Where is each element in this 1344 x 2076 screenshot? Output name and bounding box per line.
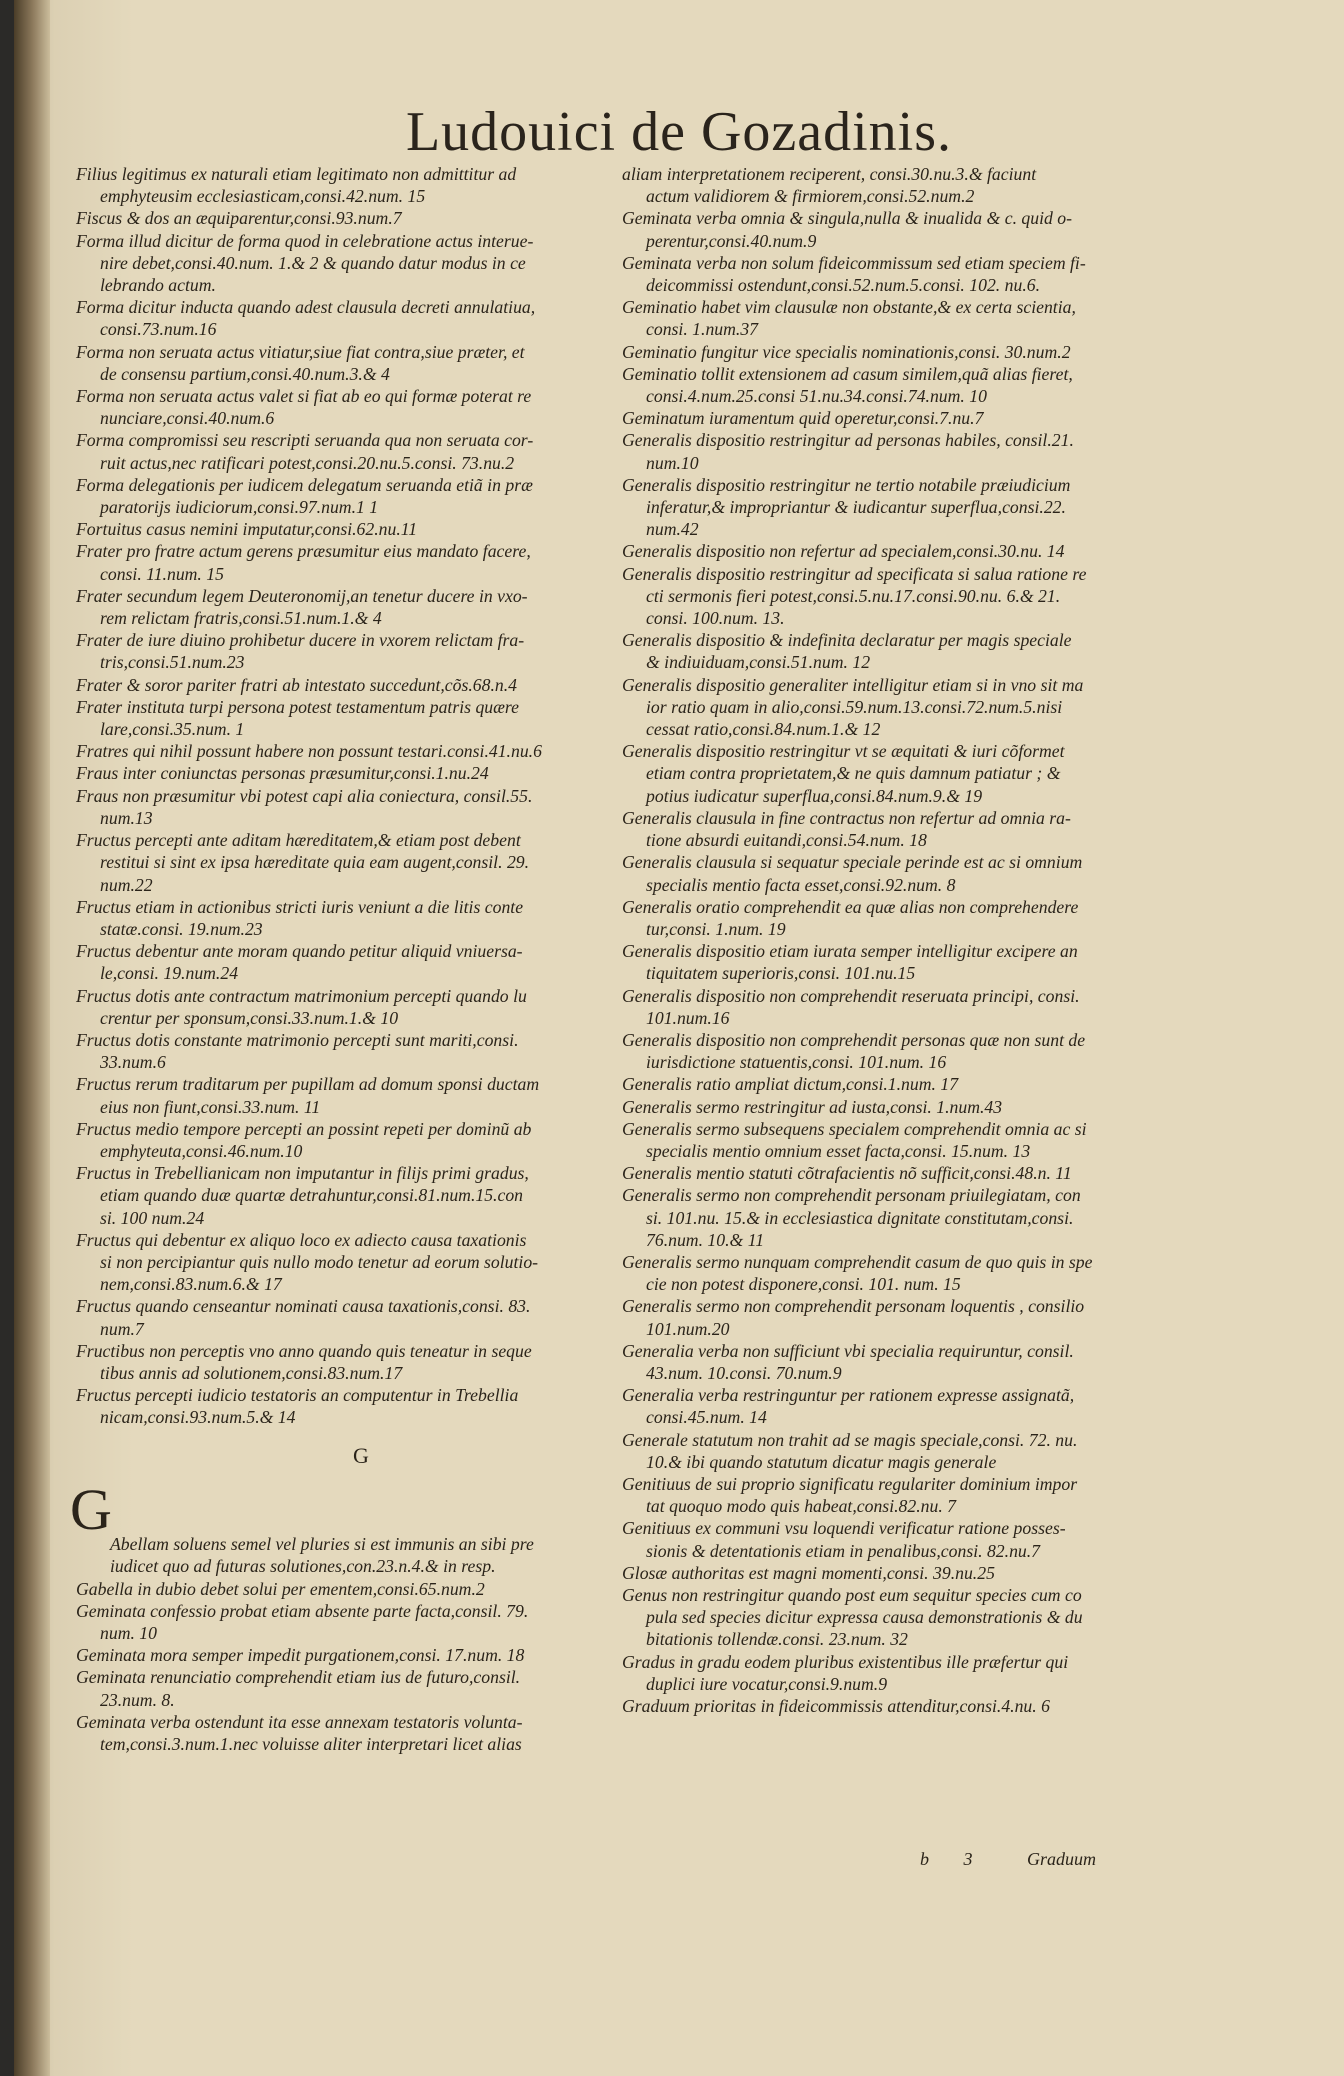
- left-column: [70, 163, 646, 1755]
- index-entry: Forma illud dicitur de forma quod in celebratione actus interue- nire debet,consi.40.num. 1.& 2 & quando datur modus in ce lebrando actum.: [76, 230, 534, 296]
- index-entry: Geminatum iuramentum quid operetur,consi.7.nu.7: [622, 408, 984, 429]
- index-entry: Generalis dispositio non comprehendit reseruata principi, consi. 101.num.16: [622, 985, 1080, 1028]
- index-entry: Fructus quando censeantur nominati causa taxationis,consi. 83. num.7: [76, 1296, 531, 1339]
- index-entry: Geminata confessio probat etiam absente parte facta,consil. 79. num. 10: [76, 1600, 529, 1643]
- left-entries-bottom: [76, 1578, 646, 1756]
- index-entry: Generalis clausula in fine contractus non refertur ad omnia ra- tione absurdi euitandi,consi.54.num. 18: [622, 807, 1071, 851]
- index-entry: Geminata mora semper impedit purgationem,consi. 17.num. 18: [76, 1645, 525, 1666]
- index-entry: Fructibus non perceptis vno anno quando quis teneatur in seque tibus annis ad solutionem,consi.83.num.17: [76, 1340, 532, 1383]
- index-entry: Generalia verba non sufficiunt vbi specialia requiruntur, consil. 43.num. 10.consi. 70.num.9: [622, 1340, 1074, 1383]
- index-entry: Geminata renunciatio comprehendit etiam ius de futuro,consil. 23.num. 8.: [76, 1667, 521, 1710]
- index-entry: Geminatio tollit extensionem ad casum similem,quã alias fieret, consi.4.num.25.consi 51.nu.34.consi.74.num. 10: [622, 363, 1073, 407]
- index-entry: Fructus qui debentur ex aliquo loco ex adiecto causa taxationis si non percipiantur quis nullo modo tenetur ad eorum solutio- nem,consi.83.num.6.& 17: [76, 1229, 539, 1295]
- book-spine: [14, 0, 50, 2076]
- index-entry: Generalis dispositio generaliter intelligitur etiam si in vno sit ma ior ratio quam in alio,consi.59.num.13.consi.72.num.5.nisi cessat ratio,consi.84.num.1.& 12: [622, 674, 1084, 740]
- dropcap-letter: G: [70, 1476, 112, 1542]
- index-entry: Generalis sermo non comprehendit personam loquentis , consilio 101.num.20: [622, 1296, 1085, 1339]
- index-entry: Genitiuus de sui proprio significatu regulariter dominium impor tat quoquo modo quis habeat,consi.82.nu. 7: [622, 1473, 1078, 1517]
- index-entry: Generalis dispositio non comprehendit personas quæ non sunt de iurisdictione statuentis,consi. 101.num. 16: [622, 1029, 1086, 1073]
- index-entry: Geminata verba non solum fideicommissum sed etiam speciem fi- deicommissi ostendunt,consi.52.num.5.consi. 102. nu.6.: [622, 252, 1086, 296]
- index-entry: Frater instituta turpi persona potest testamentum patris quære lare,consi.35.num. 1: [76, 696, 520, 740]
- index-entry: Generalis mentio statuti cõtrafacientis nõ sufficit,consi.48.n. 11: [622, 1163, 1072, 1184]
- index-entry: Generalis dispositio restringitur ad specificata si salua ratione re cti sermonis fieri potest,consi.5.nu.17.consi.90.nu. 6.& 21. consi. 100.num. 13.: [622, 563, 1087, 629]
- index-entry: Generalis sermo restringitur ad iusta,consi. 1.num.43: [622, 1096, 1003, 1117]
- index-entry: Frater pro fratre actum gerens præsumitur eius mandato facere, consi. 11.num. 15: [76, 541, 531, 584]
- right-entries: [622, 163, 1192, 1717]
- index-entry: Fructus etiam in actionibus stricti iuris veniunt a die litis conte statæ.consi. 19.num.23: [76, 896, 524, 939]
- index-entry-dropcap: [70, 1476, 646, 1578]
- index-entry: Forma delegationis per iudicem delegatum seruanda etiã in præ paratorijs iudiciorum,consi.97.num.1 1: [76, 474, 533, 518]
- index-entry: Fiscus & dos an æquiparentur,consi.93.num.7: [76, 208, 402, 229]
- index-entry: Forma dicitur inducta quando adest clausula decreti annulatiua, consi.73.num.16: [76, 297, 536, 340]
- index-entry: Generalis clausula si sequatur speciale perinde est ac si omnium specialis mentio facta esset,consi.92.num. 8: [622, 852, 1083, 895]
- index-entry: Generalis dispositio restringitur vt se æquitati & iuri cõformet etiam contra proprietatem,& ne quis damnum patiatur ; & potius iudicatur superflua,consi.84.num.9.& 19: [622, 741, 1065, 806]
- catchword: Graduum: [1027, 1849, 1097, 1869]
- index-entry: Fructus percepti iudicio testatoris an computentur in Trebellia nicam,consi.93.num.5.& 14: [76, 1385, 519, 1428]
- index-entry: Gabella in dubio debet solui per ementem,consi.65.num.2: [76, 1578, 485, 1599]
- index-entry: Genus non restringitur quando post eum sequitur species cum co pula sed species dicitur expressa causa demonstrationis & du bitationis tollendæ.consi. 23.num. 32: [622, 1585, 1083, 1650]
- index-entry: Fructus dotis ante contractum matrimonium percepti quando lu crentur per sponsum,consi.33.num.1.& 10: [76, 985, 527, 1028]
- index-entry: Geminata verba ostendunt ita esse annexam testatoris volunta- tem,consi.3.num.1.nec voluisse aliter interpretari licet alias: [76, 1711, 523, 1755]
- index-entry: Geminata verba omnia & singula,nulla & inualida & c. quid o- perentur,consi.40.num.9: [622, 208, 1073, 251]
- index-entry: Filius legitimus ex naturali etiam legitimato non admittitur ad emphyteusim ecclesiasticam,consi.42.num. 15: [76, 164, 517, 207]
- index-entry: Forma non seruata actus valet si fiat ab eo qui formæ poterat re nunciare,consi.40.num.6: [76, 386, 532, 429]
- index-entry: Generalis sermo nunquam comprehendit casum de quo quis in spe cie non potest disponere,consi. 101. num. 15: [622, 1251, 1093, 1295]
- gathering-number: 3: [963, 1849, 973, 1869]
- index-entry: Fructus debentur ante moram quando petitur aliquid vniuersa- le,consi. 19.num.24: [76, 941, 523, 984]
- index-entry: Fructus dotis constante matrimonio percepti sunt mariti,consi. 33.num.6: [76, 1029, 519, 1073]
- left-entries-top: [76, 163, 646, 1429]
- index-entry: Frater & soror pariter fratri ab intestato succedunt,cõs.68.n.4: [76, 674, 518, 695]
- index-entry: Generalia verba restringuntur per rationem expresse assignatã, consi.45.num. 14: [622, 1385, 1075, 1428]
- index-entry: Fructus in Trebellianicam non imputantur in filijs primi gradus, etiam quando duæ quartæ detrahuntur,consi.81.num.15.con si. 100 num.24: [76, 1163, 529, 1228]
- index-entry: Glosæ authoritas est magni momenti,consi. 39.nu.25: [622, 1562, 995, 1583]
- running-header: Ludouici de Gozadinis.: [405, 101, 953, 163]
- index-entry: Graduum prioritas in fideicommissis attenditur,consi.4.nu. 6: [622, 1696, 1050, 1717]
- index-entry: Generale statutum non trahit ad se magis speciale,consi. 72. nu. 10.& ibi quando statutum dicatur magis generale: [622, 1429, 1078, 1472]
- index-entry: Generalis dispositio restringitur ad personas habiles, consil.21. num.10: [622, 430, 1074, 473]
- page-footer: [920, 1849, 1096, 1870]
- index-entry: Generalis dispositio restringitur ne tertio notabile præiudicium inferatur,& impropriantur & iudicantur superflua,consi.22. num.42: [622, 474, 1071, 540]
- dropcap-entry-text: Abellam soluens semel vel pluries si est immunis an sibi pre iudicet quo ad futuras solutiones,con.23.n.4.& in resp.: [110, 1534, 534, 1577]
- book-page: [14, 0, 1344, 2076]
- index-entry: Generalis ratio ampliat dictum,consi.1.num. 17: [622, 1074, 959, 1095]
- index-entry: Genitiuus ex communi vsu loquendi verificatur ratione posses- sionis & detentationis etiam in penalibus,consi. 82.nu.7: [622, 1518, 1066, 1561]
- index-entry: Fraus inter coniunctas personas præsumitur,consi.1.nu.24: [76, 763, 489, 784]
- index-entry: aliam interpretationem reciperent, consi.30.nu.3.& faciunt actum validiorem & firmiorem,consi.52.num.2: [622, 164, 1037, 207]
- index-entry: Generalis sermo non comprehendit personam priuilegiatam, con si. 101.nu. 15.& in ecclesiastica dignitate constitutam,consi. 76.num. 10.& 11: [622, 1185, 1081, 1250]
- index-entry: Generalis dispositio non refertur ad specialem,consi.30.nu. 14: [622, 541, 1065, 562]
- index-entry: Gradus in gradu eodem pluribus existentibus ille præfertur qui duplici iure vocatur,consi.9.num.9: [622, 1651, 1069, 1694]
- signature-mark: b: [920, 1849, 929, 1869]
- index-entry: Forma compromissi seu rescripti seruanda qua non seruata cor- ruit actus,nec ratificari potest,consi.20.nu.5.consi. 73.nu.2: [76, 430, 534, 473]
- index-entry: Fortuitus casus nemini imputatur,consi.62.nu.11: [76, 519, 418, 540]
- right-column: [622, 163, 1192, 1717]
- index-entry: Forma non seruata actus vitiatur,siue fiat contra,siue præter, et de consensu partium,consi.40.num.3.& 4: [76, 341, 525, 384]
- index-entry: Fructus rerum traditarum per pupillam ad domum sponsi ductam eius non fiunt,consi.33.num. 11: [76, 1074, 540, 1117]
- index-entry: Frater de iure diuino prohibetur ducere in vxorem relictam fra- tris,consi.51.num.23: [76, 630, 525, 673]
- index-entry: Fratres qui nihil possunt habere non possunt testari.consi.41.nu.6: [76, 741, 542, 762]
- index-entry: Fructus medio tempore percepti an possint repeti per dominũ ab emphyteuta,consi.46.num.10: [76, 1118, 532, 1161]
- index-entry: Frater secundum legem Deuteronomij,an tenetur ducere in vxo- rem relictam fratris,consi.51.num.1.& 4: [76, 585, 528, 629]
- section-letter: G: [353, 1442, 369, 1468]
- index-entry: Geminatio habet vim clausulæ non obstante,& ex certa scientia, consi. 1.num.37: [622, 297, 1076, 340]
- index-entry: Fraus non præsumitur vbi potest capi alia coniectura, consil.55. num.13: [76, 785, 533, 828]
- index-entry: Fructus percepti ante aditam hæreditatem,& etiam post debent restitui si sint ex ipsa hæreditate quia eam augent,consil. 29. num.22: [76, 830, 530, 895]
- index-entry: Geminatio fungitur vice specialis nominationis,consi. 30.num.2: [622, 341, 1071, 362]
- index-entry: Generalis sermo subsequens specialem comprehendit omnia ac si specialis mentio omnium esset facta,consi. 15.num. 13: [622, 1118, 1087, 1161]
- index-entry: Generalis dispositio & indefinita declaratur per magis speciale & indiuiduam,consi.51.num. 12: [622, 630, 1072, 673]
- index-entry: Generalis oratio comprehendit ea quæ alias non comprehendere tur,consi. 1.num. 19: [622, 896, 1079, 939]
- index-entry: Generalis dispositio etiam iurata semper intelligitur excipere an tiquitatem superioris,consi. 101.nu.15: [622, 941, 1078, 984]
